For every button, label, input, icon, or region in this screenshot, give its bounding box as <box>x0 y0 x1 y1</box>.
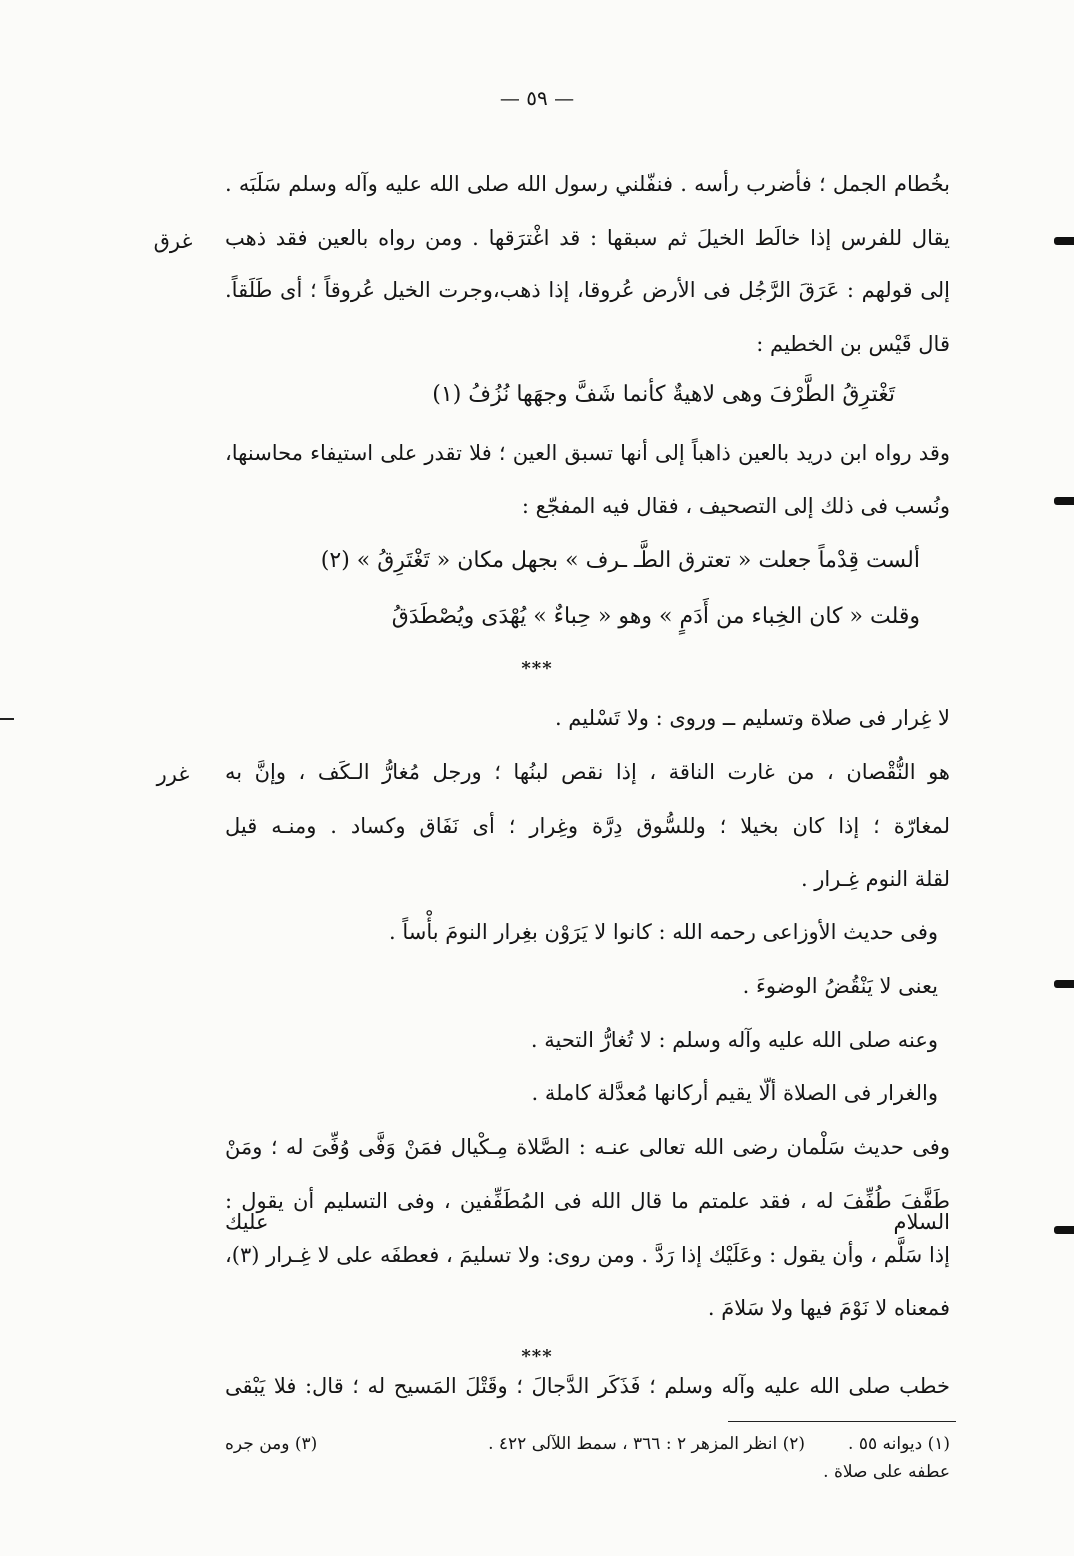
text-line: والغرار فى الصلاة ألّا يقيم أركانها مُعدَّلة كاملة . <box>531 1081 938 1105</box>
margin-keyword: غرق <box>153 229 193 253</box>
text-line: وعنه صلى الله عليه وآله وسلم : لا تُغارُّ التحية . <box>530 1028 938 1052</box>
scan-edge-mark <box>1054 237 1074 245</box>
footnote-1: (١) ديوانه ٥٥ . <box>848 1434 950 1454</box>
text-line: بخُطام الجمل ؛ فأضرب رأسه . فنفّلني رسول الله صلى الله عليه وآله وسلم سَلَبَه . <box>225 172 950 196</box>
text-line: يقال للفرس إذا خالَط الخيلَ ثم سبقها : قد اغْترَقها . ومن رواه بالعين فقد ذهب <box>225 226 950 250</box>
text-line: هو النُّقْصان ، من غارت الناقة ، إذا نقص لبنُها ؛ ورجل مُغارُّ الـكَف ، وإنَّ به <box>225 760 950 784</box>
section-divider-stars: *** <box>521 658 553 679</box>
text-line: وقد رواه ابن دريد بالعين ذاهباً إلى أنها تسبق العين ؛ فلا تقدر على استيفاء محاسنها، <box>225 441 950 465</box>
text-line: خطب صلى الله عليه وآله وسلم ؛ فَذَكَر الدَّجالَ ؛ وقَتْلَ المَسيح له ؛ قال: فلا يَبْقى <box>225 1374 950 1398</box>
footnote-3-continuation: عطفه على صلاة . <box>823 1462 950 1482</box>
text-line: طَفَّفَ طُفِّفَ له ، فقد علمتم ما قال الله فى المُطَفِّفين ، وفى التسليم أن يقول : السلام عليك <box>225 1189 950 1234</box>
text-line: يعنى لا يَنْقُضُ الوضوءَ . <box>742 974 938 998</box>
scan-edge-mark <box>1054 497 1074 505</box>
footnote-3: (٣) ومن جره <box>225 1434 318 1454</box>
text-line: إلى قولهم : عَرَقَ الرَّجُل فى الأرض عُروقا، إذا ذهب،وجرت الخيل عُروقاً ؛ أى طَلَقاً. <box>225 278 950 302</box>
text-line: ونُسب فى ذلك إلى التصحيف ، فقال فيه المفجّع : <box>521 494 950 518</box>
text-line: لا غِرار فى صلاة وتسليم ــ وروى : ولا تَسْليم . <box>554 706 950 730</box>
text-line: إذا سَلَّم ، وأن يقول : وعَلَيْك إذا رَدَّ . ومن روى: ولا تسليمَ ، فعطفَه على لا غِـرار (٣)، <box>225 1243 950 1267</box>
page-number: — ٥٩ — <box>499 86 575 110</box>
verse-line: تَغْترِقُ الطَّرْفَ وهى لاهيةٌ كأنما شَفَّ وجهَها نُزُفُ (١) <box>432 382 895 407</box>
section-divider-stars: *** <box>521 1346 553 1367</box>
footnotes <box>225 1434 950 1494</box>
section-tick-mark <box>0 718 14 720</box>
verse-line: ألست قِدْماً جعلت « تعترق الطَّـ ـرف » بجهل مكان « تَغْتَرِقُ » (٢) <box>320 548 920 573</box>
footnote-2: (٢) انظر المزهر ٢ : ٣٦٦ ، سمط اللآلى ٤٢٢ . <box>488 1434 805 1454</box>
footnote-rule <box>728 1421 956 1422</box>
scan-edge-mark <box>1054 980 1074 988</box>
main-text <box>225 0 950 1556</box>
text-line: قال قَيْس بن الخطيم : <box>756 332 950 356</box>
margin-keyword: غرر <box>156 762 190 786</box>
verse-line: وقلت « كان الخِباء من أَدَمٍ » وهو « حِباءٌ » يُهْدَى ويُصْطَدَقُ <box>391 604 920 629</box>
scan-edge-mark <box>1054 1226 1074 1234</box>
text-line: وفى حديث سَلْمان رضى الله تعالى عنـه : الصَّلاة مِـكْيال فمَنْ وَفَّى وُفِّىَ له ؛ ومَنْ <box>225 1135 950 1159</box>
text-line: فمعناه لا نَوْمَ فيها ولا سَلامَ . <box>707 1296 950 1320</box>
text-line: لمغارّة ؛ إذا كان بخيلا ؛ وللسُّوق دِرَّة وغِرار ؛ أى نَفَاق وكساد . ومنـه قيل <box>225 814 950 838</box>
text-line: وفى حديث الأوزاعى رحمه الله : كانوا لا يَرَوْن بغِرار النومَ بأْساً . <box>388 920 938 944</box>
text-line: لقلة النوم غِـرار . <box>800 867 950 891</box>
